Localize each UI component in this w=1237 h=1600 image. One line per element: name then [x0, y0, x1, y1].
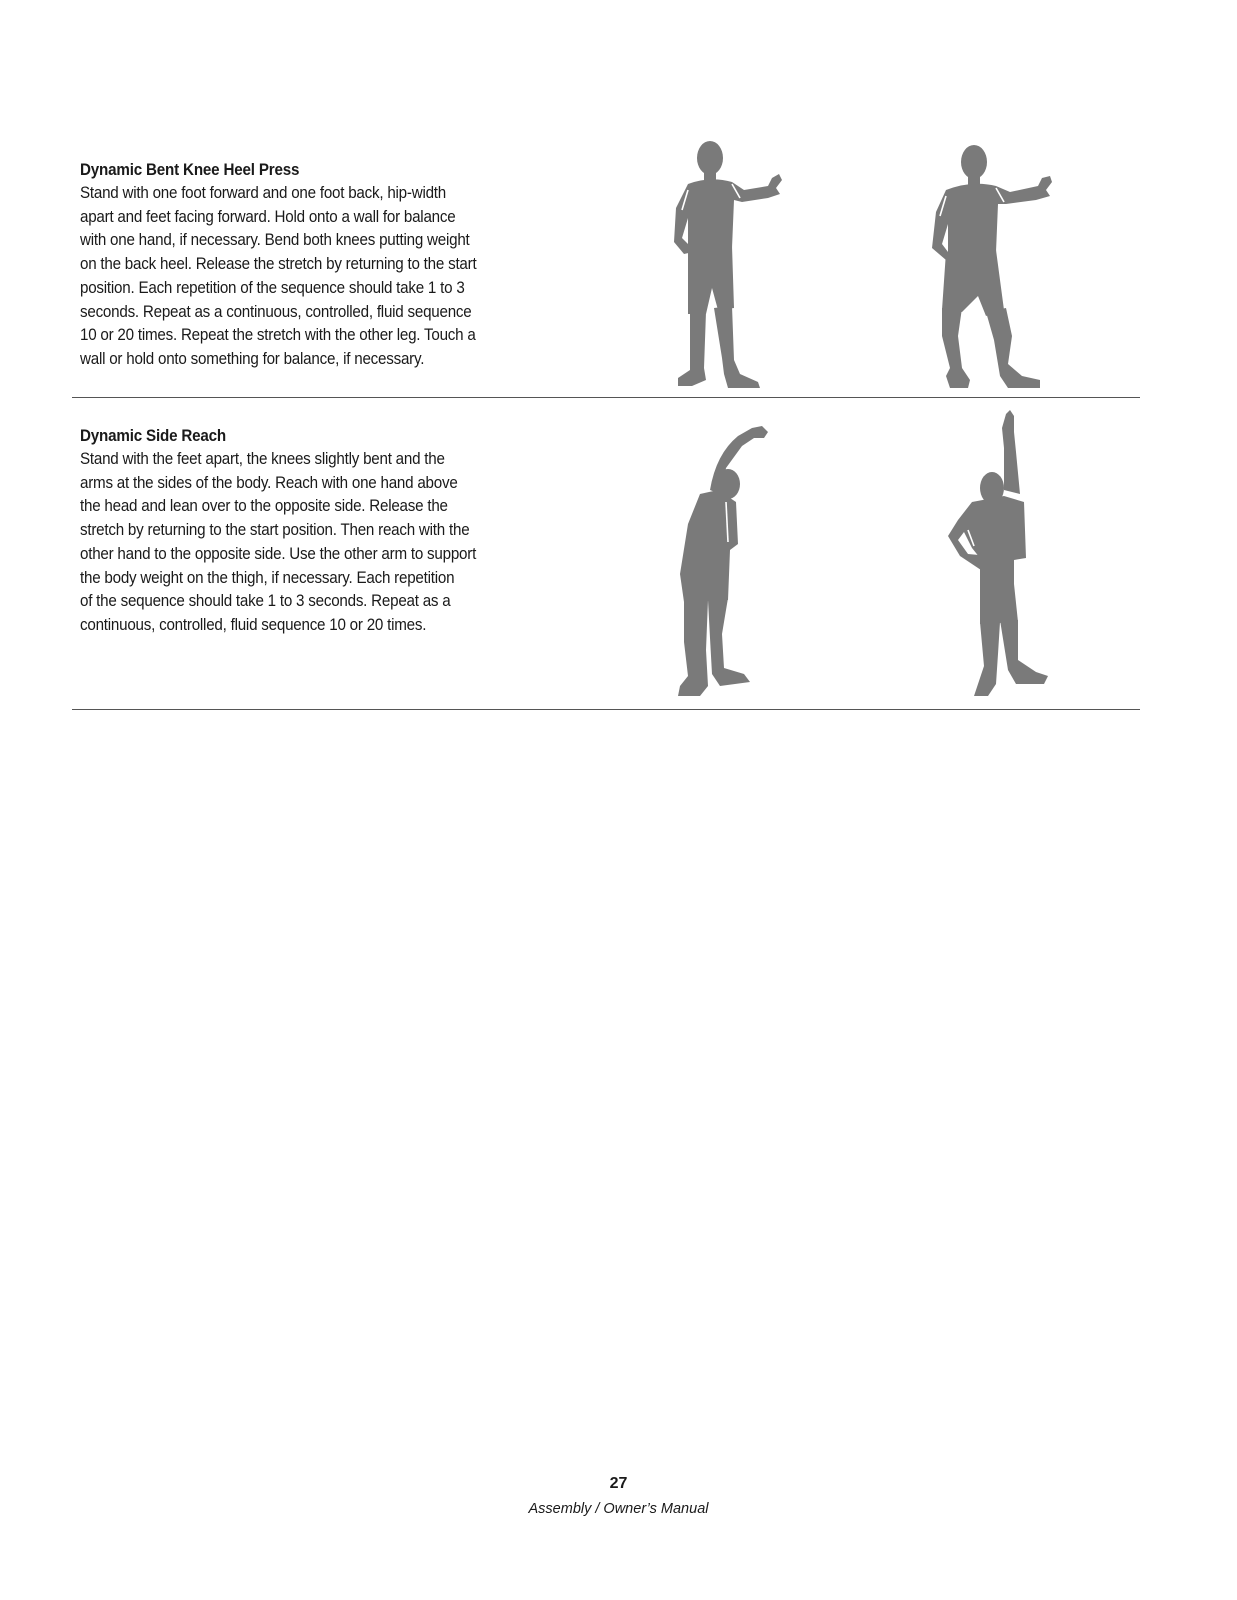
- description-line: the head and lean over to the opposite side. Release the: [80, 497, 448, 516]
- heel-press-bent-knee-figure: [912, 140, 1056, 392]
- exercise-description: [80, 182, 540, 372]
- description-line: of the sequence should take 1 to 3 seconds. Repeat as a: [80, 592, 451, 611]
- side-reach-lean-figure: [666, 424, 778, 702]
- description-line: other hand to the opposite side. Use the other arm to support: [80, 544, 477, 563]
- description-line: 10 or 20 times. Repeat the stretch with the other leg. Touch a: [80, 326, 476, 345]
- section-divider: [72, 709, 1140, 710]
- description-line: the body weight on the thigh, if necessary. Each repetition: [80, 568, 455, 587]
- description-line: position. Each repetition of the sequence should take 1 to 3: [80, 278, 465, 297]
- description-line: on the back heel. Release the stretch by returning to the start: [80, 255, 477, 274]
- page-number: 27: [609, 1475, 628, 1492]
- description-line: apart and feet facing forward. Hold onto a wall for balance: [80, 207, 456, 226]
- description-line: seconds. Repeat as a continuous, controlled, fluid sequence: [80, 302, 472, 321]
- description-line: arms at the sides of the body. Reach with one hand above: [80, 473, 458, 492]
- description-line: Stand with the feet apart, the knees slightly bent and the: [80, 450, 445, 468]
- exercise-text: [80, 424, 540, 638]
- exercise-text: [80, 158, 540, 372]
- side-reach-hand-on-hip-figure: [944, 408, 1060, 700]
- description-line: with one hand, if necessary. Bend both knees putting weight: [80, 231, 470, 250]
- exercise-title: Dynamic Bent Knee Heel Press: [80, 161, 300, 179]
- exercise-title: Dynamic Side Reach: [80, 427, 227, 445]
- description-line: stretch by returning to the start position. Then reach with the: [80, 521, 470, 540]
- manual-title: Assembly / Owner’s Manual: [528, 1501, 709, 1517]
- exercise-description: [80, 448, 540, 638]
- description-line: continuous, controlled, fluid sequence 10 or 20 times.: [80, 615, 427, 634]
- heel-press-start-figure: [648, 138, 788, 392]
- description-line: wall or hold onto something for balance, if necessary.: [80, 349, 425, 368]
- description-line: Stand with one foot forward and one foot back, hip-width: [80, 184, 447, 202]
